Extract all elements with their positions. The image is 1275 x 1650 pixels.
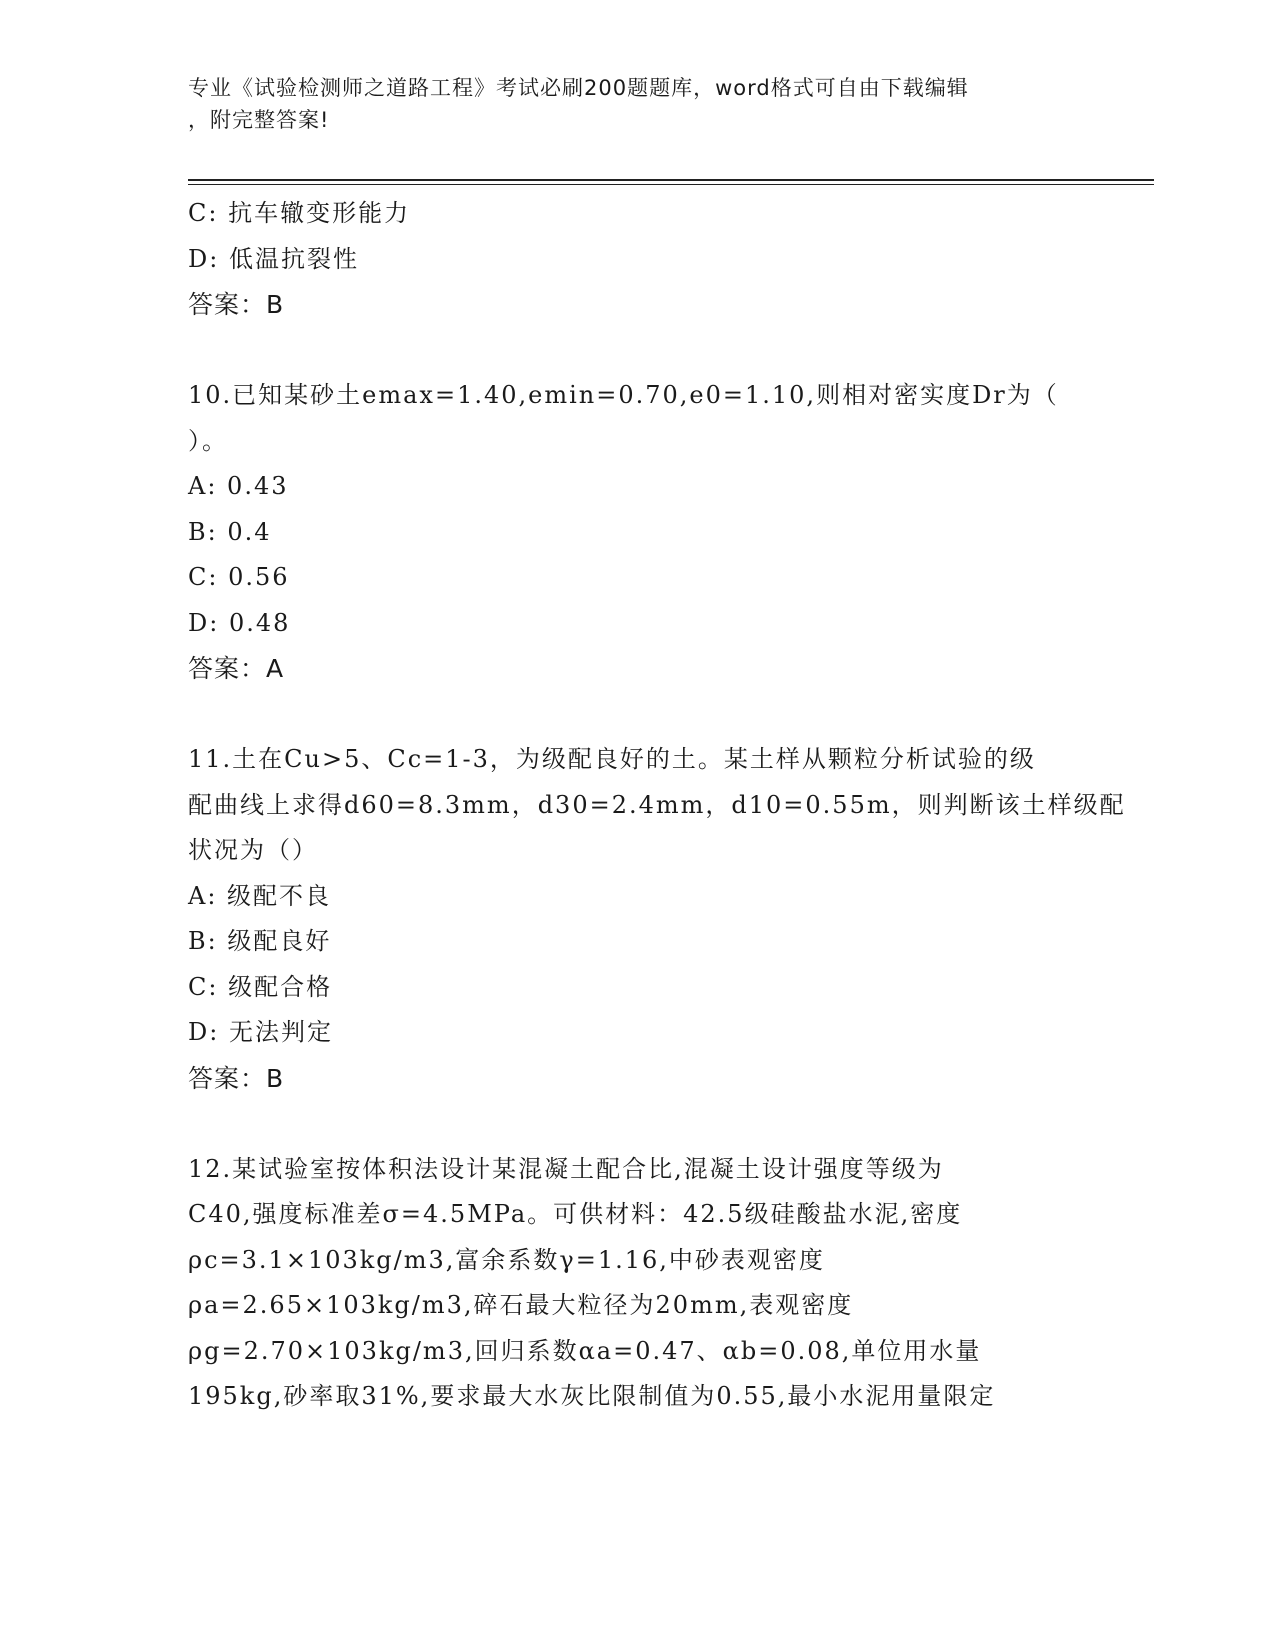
- spacer: [188, 1101, 1088, 1147]
- q10-option-c: C: 0.56: [188, 563, 290, 591]
- question-12: [188, 1147, 1088, 1420]
- header-title-line-2: ，附完整答案!: [188, 108, 330, 132]
- q11-stem-line-1: 11.土在Cu>5、Cc=1-3，为级配良好的土。某土样从颗粒分析试验的级: [188, 745, 1036, 773]
- question-11: [188, 737, 1126, 1101]
- spacer: [188, 692, 1088, 738]
- q10-answer: 答案：A: [188, 654, 285, 683]
- q9-option-d: D: 低温抗裂性: [188, 244, 359, 273]
- q12-stem-line-6: 195kg,砂率取31%,要求最大水灰比限制值为0.55,最小水泥用量限定: [188, 1382, 996, 1410]
- q12-stem-line-4: ρa=2.65×103kg/m3,碎石最大粒径为20mm,表观密度: [188, 1291, 854, 1319]
- q9-option-c: C: 抗车辙变形能力: [188, 199, 411, 227]
- q11-stem-line-3: 状况为（）: [188, 836, 318, 864]
- q10-stem-line-2: ）。: [188, 426, 228, 455]
- document-body: [188, 191, 1126, 1420]
- q9-answer: 答案：B: [188, 290, 285, 319]
- header-title-line-1: 专业《试验检测师之道路工程》考试必刷200题题库，word格式可自由下载编辑: [188, 76, 969, 100]
- page-header: [188, 72, 1068, 136]
- question-10: [188, 373, 1088, 692]
- q10-stem-line-1: 10.已知某砂土emax=1.40,emin=0.70,e0=1.10,则相对密实度Dr为（: [188, 381, 1059, 409]
- q10-option-d: D: 0.48: [188, 608, 291, 637]
- q10-option-a: A: 0.43: [188, 472, 289, 500]
- header-divider-thin: [188, 184, 1154, 185]
- q11-option-b: B: 级配良好: [188, 927, 332, 955]
- q12-stem-line-1: 12.某试验室按体积法设计某混凝土配合比,混凝土设计强度等级为: [188, 1154, 944, 1183]
- q12-stem-line-3: ρc=3.1×103kg/m3,富余系数γ=1.16,中砂表观密度: [188, 1245, 825, 1274]
- header-divider-thick: [188, 179, 1154, 181]
- q11-option-a: A: 级配不良: [188, 881, 332, 910]
- q11-answer: 答案：B: [188, 1063, 285, 1093]
- spacer: [188, 328, 1088, 374]
- q12-stem-line-2: C40,强度标准差σ=4.5MPa。可供材料：42.5级硅酸盐水泥,密度: [188, 1200, 963, 1228]
- q11-option-d: D: 无法判定: [188, 1018, 333, 1046]
- q12-stem-line-5: ρg=2.70×103kg/m3,回归系数αa=0.47、αb=0.08,单位用水量: [188, 1336, 982, 1365]
- q10-option-b: B: 0.4: [188, 517, 272, 546]
- q11-option-c: C: 级配合格: [188, 972, 333, 1001]
- question-9-tail: [188, 191, 1088, 328]
- q11-stem-line-2: 配曲线上求得d60=8.3mm，d30=2.4mm，d10=0.55m，则判断该土样级配: [188, 790, 1126, 819]
